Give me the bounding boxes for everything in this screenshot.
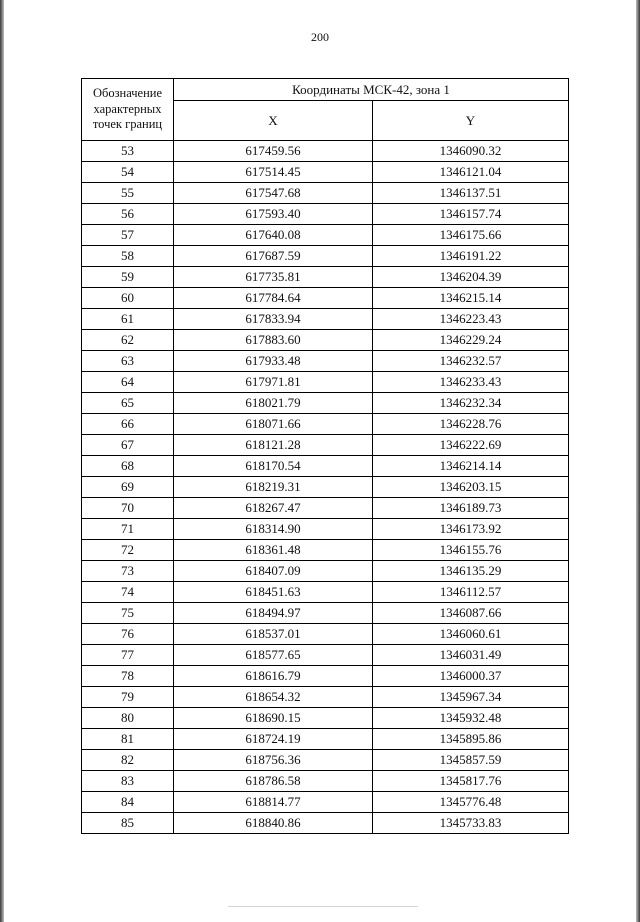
header-x: X bbox=[174, 101, 373, 141]
y-coordinate-cell: 1346233.43 bbox=[373, 372, 569, 393]
y-coordinate-cell: 1345932.48 bbox=[373, 708, 569, 729]
x-coordinate-cell: 618021.79 bbox=[174, 393, 373, 414]
x-coordinate-cell: 618840.86 bbox=[174, 813, 373, 834]
y-coordinate-cell: 1346204.39 bbox=[373, 267, 569, 288]
point-number-cell: 54 bbox=[82, 162, 174, 183]
y-coordinate-cell: 1346137.51 bbox=[373, 183, 569, 204]
table-row bbox=[82, 309, 569, 330]
x-coordinate-cell: 617735.81 bbox=[174, 267, 373, 288]
point-number-cell: 56 bbox=[82, 204, 174, 225]
y-coordinate-cell: 1346135.29 bbox=[373, 561, 569, 582]
point-number-cell: 82 bbox=[82, 750, 174, 771]
y-coordinate-cell: 1346090.32 bbox=[373, 141, 569, 162]
y-coordinate-cell: 1346175.66 bbox=[373, 225, 569, 246]
scan-artifact bbox=[228, 906, 418, 907]
x-coordinate-cell: 618219.31 bbox=[174, 477, 373, 498]
x-coordinate-cell: 618654.32 bbox=[174, 687, 373, 708]
y-coordinate-cell: 1346215.14 bbox=[373, 288, 569, 309]
table-row bbox=[82, 687, 569, 708]
header-designation-line-1: Обозначение bbox=[92, 86, 163, 101]
x-coordinate-cell: 618786.58 bbox=[174, 771, 373, 792]
table-row bbox=[82, 372, 569, 393]
y-coordinate-cell: 1346222.69 bbox=[373, 435, 569, 456]
table-row bbox=[82, 162, 569, 183]
point-number-cell: 70 bbox=[82, 498, 174, 519]
point-number-cell: 57 bbox=[82, 225, 174, 246]
y-coordinate-cell: 1346191.22 bbox=[373, 246, 569, 267]
point-number-cell: 66 bbox=[82, 414, 174, 435]
table-row bbox=[82, 519, 569, 540]
y-coordinate-cell: 1346203.15 bbox=[373, 477, 569, 498]
point-number-cell: 85 bbox=[82, 813, 174, 834]
table-row bbox=[82, 351, 569, 372]
point-number-cell: 75 bbox=[82, 603, 174, 624]
table-row bbox=[82, 582, 569, 603]
x-coordinate-cell: 618756.36 bbox=[174, 750, 373, 771]
table-row bbox=[82, 540, 569, 561]
table-row bbox=[82, 666, 569, 687]
y-coordinate-cell: 1346232.34 bbox=[373, 393, 569, 414]
y-coordinate-cell: 1346228.76 bbox=[373, 414, 569, 435]
x-coordinate-cell: 617784.64 bbox=[174, 288, 373, 309]
table-row bbox=[82, 183, 569, 204]
x-coordinate-cell: 618616.79 bbox=[174, 666, 373, 687]
y-coordinate-cell: 1346223.43 bbox=[373, 309, 569, 330]
table-row bbox=[82, 435, 569, 456]
header-designation-line-3: точек границ bbox=[92, 117, 163, 132]
table-row bbox=[82, 813, 569, 834]
point-number-cell: 79 bbox=[82, 687, 174, 708]
point-number-cell: 58 bbox=[82, 246, 174, 267]
table-row bbox=[82, 267, 569, 288]
y-coordinate-cell: 1346232.57 bbox=[373, 351, 569, 372]
table-row bbox=[82, 330, 569, 351]
point-number-cell: 62 bbox=[82, 330, 174, 351]
x-coordinate-cell: 618361.48 bbox=[174, 540, 373, 561]
x-coordinate-cell: 617459.56 bbox=[174, 141, 373, 162]
table-row bbox=[82, 750, 569, 771]
point-number-cell: 55 bbox=[82, 183, 174, 204]
point-number-cell: 72 bbox=[82, 540, 174, 561]
table-row bbox=[82, 246, 569, 267]
point-number-cell: 60 bbox=[82, 288, 174, 309]
y-coordinate-cell: 1346155.76 bbox=[373, 540, 569, 561]
point-number-cell: 73 bbox=[82, 561, 174, 582]
point-number-cell: 69 bbox=[82, 477, 174, 498]
point-number-cell: 68 bbox=[82, 456, 174, 477]
y-coordinate-cell: 1345967.34 bbox=[373, 687, 569, 708]
page-number: 200 bbox=[311, 30, 329, 44]
header-designation-line-2: характерных bbox=[93, 101, 162, 116]
point-number-cell: 67 bbox=[82, 435, 174, 456]
header-y: Y bbox=[373, 101, 569, 141]
x-coordinate-cell: 618690.15 bbox=[174, 708, 373, 729]
x-coordinate-cell: 617933.48 bbox=[174, 351, 373, 372]
y-coordinate-cell: 1345857.59 bbox=[373, 750, 569, 771]
point-number-cell: 83 bbox=[82, 771, 174, 792]
table-row bbox=[82, 603, 569, 624]
y-coordinate-cell: 1345776.48 bbox=[373, 792, 569, 813]
table-row bbox=[82, 393, 569, 414]
x-coordinate-cell: 618494.97 bbox=[174, 603, 373, 624]
table-row bbox=[82, 561, 569, 582]
x-coordinate-cell: 618537.01 bbox=[174, 624, 373, 645]
header-coordinates-title: Координаты МСК-42, зона 1 bbox=[174, 79, 569, 101]
point-number-cell: 76 bbox=[82, 624, 174, 645]
table-row bbox=[82, 498, 569, 519]
x-coordinate-cell: 617833.94 bbox=[174, 309, 373, 330]
y-coordinate-cell: 1346121.04 bbox=[373, 162, 569, 183]
y-coordinate-cell: 1346189.73 bbox=[373, 498, 569, 519]
y-coordinate-cell: 1345895.86 bbox=[373, 729, 569, 750]
x-coordinate-cell: 617971.81 bbox=[174, 372, 373, 393]
x-coordinate-cell: 618407.09 bbox=[174, 561, 373, 582]
x-coordinate-cell: 618814.77 bbox=[174, 792, 373, 813]
point-number-cell: 63 bbox=[82, 351, 174, 372]
point-number-cell: 81 bbox=[82, 729, 174, 750]
y-coordinate-cell: 1346031.49 bbox=[373, 645, 569, 666]
point-number-cell: 53 bbox=[82, 141, 174, 162]
y-coordinate-cell: 1346060.61 bbox=[373, 624, 569, 645]
y-coordinate-cell: 1346229.24 bbox=[373, 330, 569, 351]
x-coordinate-cell: 617687.59 bbox=[174, 246, 373, 267]
y-coordinate-cell: 1346157.74 bbox=[373, 204, 569, 225]
table-row bbox=[82, 729, 569, 750]
x-coordinate-cell: 618267.47 bbox=[174, 498, 373, 519]
x-coordinate-cell: 618451.63 bbox=[174, 582, 373, 603]
table-row bbox=[82, 288, 569, 309]
x-coordinate-cell: 618314.90 bbox=[174, 519, 373, 540]
point-number-cell: 59 bbox=[82, 267, 174, 288]
y-coordinate-cell: 1345817.76 bbox=[373, 771, 569, 792]
y-coordinate-cell: 1346214.14 bbox=[373, 456, 569, 477]
x-coordinate-cell: 617640.08 bbox=[174, 225, 373, 246]
header-point-designation bbox=[82, 79, 174, 141]
x-coordinate-cell: 617593.40 bbox=[174, 204, 373, 225]
x-coordinate-cell: 617547.68 bbox=[174, 183, 373, 204]
y-coordinate-cell: 1346000.37 bbox=[373, 666, 569, 687]
y-coordinate-cell: 1345733.83 bbox=[373, 813, 569, 834]
table-row bbox=[82, 771, 569, 792]
table-row bbox=[82, 477, 569, 498]
x-coordinate-cell: 618071.66 bbox=[174, 414, 373, 435]
coordinates-table bbox=[81, 78, 569, 834]
point-number-cell: 64 bbox=[82, 372, 174, 393]
x-coordinate-cell: 618577.65 bbox=[174, 645, 373, 666]
point-number-cell: 74 bbox=[82, 582, 174, 603]
point-number-cell: 61 bbox=[82, 309, 174, 330]
x-coordinate-cell: 617514.45 bbox=[174, 162, 373, 183]
table-row bbox=[82, 204, 569, 225]
table-header bbox=[82, 79, 569, 141]
scan-edge-right bbox=[636, 0, 640, 922]
x-coordinate-cell: 617883.60 bbox=[174, 330, 373, 351]
table-row bbox=[82, 708, 569, 729]
y-coordinate-cell: 1346112.57 bbox=[373, 582, 569, 603]
table-row bbox=[82, 225, 569, 246]
point-number-cell: 77 bbox=[82, 645, 174, 666]
table-row bbox=[82, 792, 569, 813]
point-number-cell: 78 bbox=[82, 666, 174, 687]
y-coordinate-cell: 1346087.66 bbox=[373, 603, 569, 624]
table-row bbox=[82, 645, 569, 666]
table-row bbox=[82, 141, 569, 162]
table-row bbox=[82, 456, 569, 477]
table-body bbox=[82, 141, 569, 834]
y-coordinate-cell: 1346173.92 bbox=[373, 519, 569, 540]
x-coordinate-cell: 618724.19 bbox=[174, 729, 373, 750]
x-coordinate-cell: 618121.28 bbox=[174, 435, 373, 456]
point-number-cell: 71 bbox=[82, 519, 174, 540]
x-coordinate-cell: 618170.54 bbox=[174, 456, 373, 477]
table-row bbox=[82, 414, 569, 435]
point-number-cell: 84 bbox=[82, 792, 174, 813]
point-number-cell: 65 bbox=[82, 393, 174, 414]
scan-edge-left bbox=[0, 0, 4, 922]
point-number-cell: 80 bbox=[82, 708, 174, 729]
table-row bbox=[82, 624, 569, 645]
